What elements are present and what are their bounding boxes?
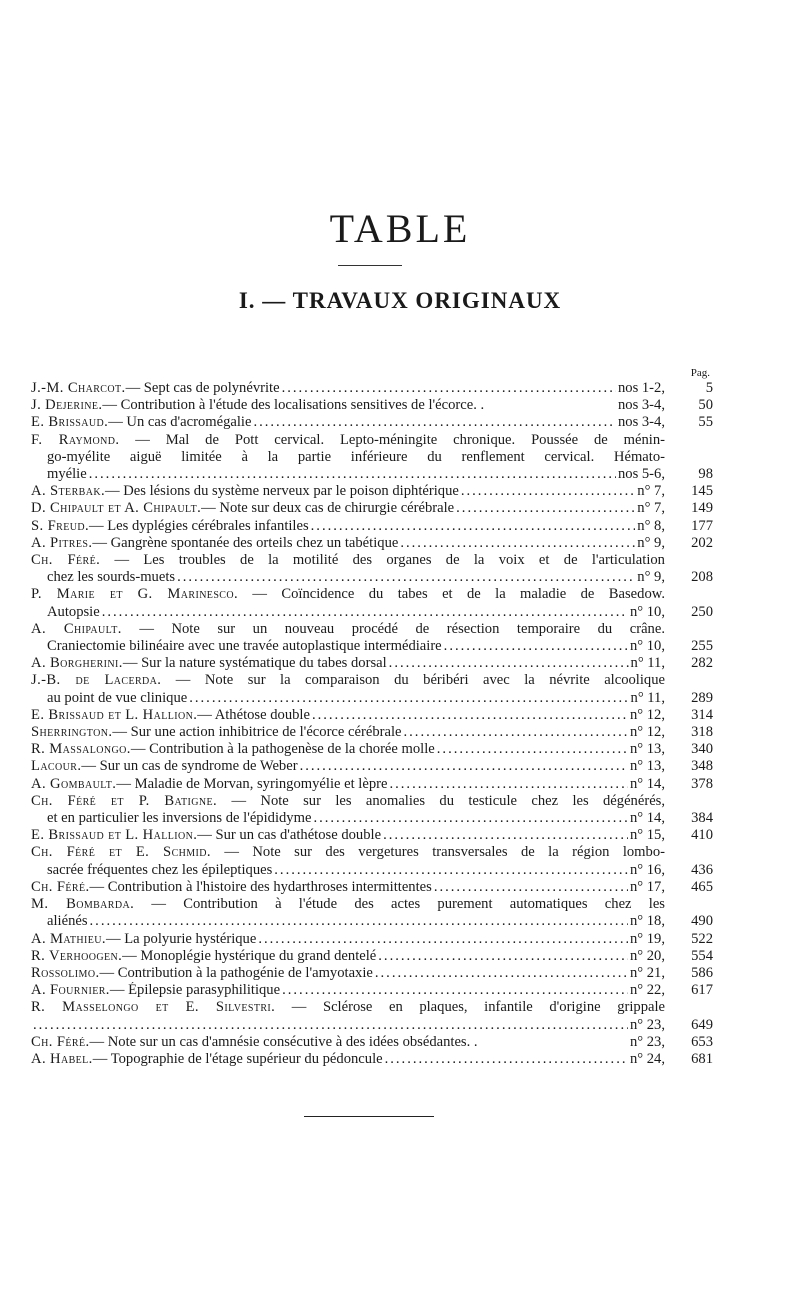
page-number: 649 (691, 1016, 713, 1033)
dot-leader (282, 380, 616, 397)
page-number: 98 (698, 466, 713, 483)
entry-title: — Note sur des vergetures transversales de la région lombo- (210, 844, 665, 861)
toc-entry-line (31, 449, 665, 466)
toc-entry-line (31, 569, 665, 586)
toc-entry-line (31, 827, 665, 844)
toc-entry-line (31, 707, 665, 724)
dot-leader (378, 948, 628, 965)
entry-author: A. Fournier. (31, 982, 110, 999)
page-number: 208 (691, 569, 713, 586)
issue-number: n° 17, (629, 878, 665, 895)
entry-author: J. Dejerine. (31, 397, 103, 414)
entry-title: — Topographie de l'étage supérieur du pédoncule (92, 1050, 383, 1067)
entry-title: — Athétose double (197, 706, 310, 723)
entry-author: A. Mathieu. (31, 930, 106, 947)
table-of-contents (31, 380, 713, 1068)
toc-entry-line (31, 999, 665, 1016)
page-number: 250 (691, 603, 713, 620)
toc-entry (31, 586, 713, 620)
page-number: 50 (698, 397, 713, 414)
entry-title: — Note sur un cas d'amnésie consécutive à des idées obsédantes. . (89, 1033, 478, 1050)
dot-leader (89, 466, 616, 483)
entry-title: — Sur une action inhibitrice de l'écorce cérébrale (112, 724, 402, 741)
dot-leader (90, 913, 628, 930)
entry-author: F. Raymond. (31, 431, 120, 448)
dot-leader (258, 931, 628, 948)
entry-title: — Sur la nature systématique du tabes dorsal (122, 655, 387, 672)
page-number: 348 (691, 758, 713, 775)
toc-entry (31, 552, 713, 586)
page-number: 522 (691, 930, 713, 947)
dot-leader (375, 965, 628, 982)
issue-number: n° 24, (629, 1050, 665, 1067)
entry-title: — Sclérose en plaques, infantile d'origine grippale (275, 999, 665, 1016)
page-number: 149 (691, 500, 713, 517)
toc-entry-line (31, 896, 665, 913)
dot-leader (312, 707, 628, 724)
toc-entry-line (31, 432, 665, 449)
issue-number: n° 12, (629, 724, 665, 741)
entry-author: R. Masselongo et E. Silvestri. (31, 999, 276, 1016)
entry-title: — Gangrène spontanée des orteils chez un tabétique (92, 534, 399, 551)
page-number: 340 (691, 741, 713, 758)
page-title: TABLE (329, 206, 471, 251)
entry-title: — Des lésions du système nerveux par le poison diphtérique (105, 483, 459, 500)
closing-rule (304, 1116, 434, 1117)
toc-entry-line (31, 690, 665, 707)
entry-author: E. Brissaud et L. Hallion. (31, 706, 198, 723)
entry-title: — Note sur la comparaison du béribéri avec la névrite alcoolique (161, 672, 665, 689)
toc-entry-line (31, 741, 665, 758)
page-number: 653 (691, 1033, 713, 1050)
toc-entry (31, 931, 713, 948)
issue-number: n° 23, (629, 1016, 665, 1033)
entry-author: A. Pitres. (31, 534, 93, 551)
toc-entry-line (31, 500, 665, 517)
issue-number: n° 19, (629, 930, 665, 947)
page-number: 410 (691, 827, 713, 844)
toc-entry-line (31, 810, 665, 827)
page-number: 554 (691, 947, 713, 964)
issue-number: n° 13, (629, 741, 665, 758)
entry-title: — Contribution à la pathogénie de l'amyotaxie (99, 964, 373, 981)
toc-entry-line (31, 483, 665, 500)
toc-entry (31, 827, 713, 844)
issue-number: n° 7, (637, 483, 665, 500)
issue-number: n° 21, (629, 964, 665, 981)
page-number: 318 (691, 724, 713, 741)
entry-title: — Mal de Pott cervical. Lepto-méningite chronique. Poussée de ménin- (119, 431, 665, 448)
title-rule (338, 265, 402, 266)
toc-entry (31, 965, 713, 982)
dot-leader (282, 982, 628, 999)
entry-author: Rossolimo. (31, 964, 100, 981)
entry-author: Ch. Féré et E. Schmid. (31, 844, 211, 861)
toc-entry (31, 707, 713, 724)
entry-title: — Note sur un nouveau procédé de résection temporaire du crâne. (121, 620, 665, 637)
page-number: 177 (691, 517, 713, 534)
entry-author: J.-M. Charcot. (31, 380, 126, 396)
entry-author: E. Brissaud et L. Hallion. (31, 827, 198, 844)
toc-entry-line (31, 672, 665, 689)
entry-author: P. Marie et G. Marinesco. (31, 586, 239, 603)
entry-title: — Maladie de Morvan, syringomyélie et lèpre (116, 775, 388, 792)
issue-number: n° 11, (630, 689, 665, 706)
entry-author: R. Verhoogen. (31, 947, 123, 964)
entry-title: myélie (47, 466, 87, 483)
toc-entry (31, 414, 713, 431)
toc-entry-line (31, 621, 665, 638)
dot-leader (189, 690, 628, 707)
dot-leader (383, 827, 628, 844)
issue-number: n° 16, (629, 861, 665, 878)
entry-author: A. Sterbak. (31, 483, 106, 500)
page-number: 5 (705, 380, 713, 396)
toc-entry (31, 672, 713, 706)
dot-leader (404, 724, 628, 741)
page-number: 314 (691, 706, 713, 723)
entry-title: Craniectomie bilinéaire avec une travée autoplastique intermédiaire (47, 638, 442, 655)
toc-entry-line (31, 844, 665, 861)
issue-number: n° 15, (629, 827, 665, 844)
dot-leader (400, 535, 635, 552)
dot-leader (389, 655, 629, 672)
entry-title: — Contribution à l'étude des actes purement automatiques chez les (134, 896, 665, 913)
toc-entry-line (31, 793, 665, 810)
entry-author: D. Chipault et A. Chipault. (31, 500, 202, 517)
toc-entry-line (31, 1051, 665, 1068)
entry-title: — Note sur les anomalies du testicule chez les dégénérés, (217, 792, 665, 809)
dot-leader (33, 1017, 628, 1034)
dot-leader (177, 569, 635, 586)
entry-title: au point de vue clinique (47, 689, 188, 706)
issue-number: n° 23, (629, 1033, 665, 1050)
toc-entry-line (31, 982, 665, 999)
entry-title: — Note sur deux cas de chirurgie cérébrale (201, 500, 455, 517)
page-number: 145 (691, 483, 713, 500)
dot-leader (102, 604, 628, 621)
toc-entry (31, 948, 713, 965)
toc-entry-line (31, 776, 665, 793)
entry-title: — Monoplégie hystérique du grand dentelé (122, 947, 377, 964)
toc-entry (31, 518, 713, 535)
page-number: 384 (691, 810, 713, 827)
toc-entry (31, 982, 713, 999)
toc-entry (31, 1034, 713, 1051)
entry-title: — Coïncidence du tabes et de la maladie de Basedow. (238, 586, 665, 603)
page-number: 378 (691, 775, 713, 792)
issue-number: n° 12, (629, 706, 665, 723)
toc-entry-line (31, 948, 665, 965)
entry-author: Lacour. (31, 758, 82, 775)
page-number: 586 (691, 964, 713, 981)
entry-author: Ch. Féré. (31, 1033, 90, 1050)
entry-author: Sherrington. (31, 724, 113, 741)
toc-entry-line (31, 397, 665, 414)
dot-leader (385, 1051, 628, 1068)
entry-title: — Contribution à l'histoire des hydarthroses intermittentes (89, 878, 432, 895)
toc-entry-line (31, 913, 665, 930)
toc-entry-line (31, 638, 665, 655)
issue-number: n° 13, (629, 758, 665, 775)
issue-number: n° 20, (629, 947, 665, 964)
toc-entry (31, 1051, 713, 1068)
toc-entry (31, 896, 713, 930)
toc-entry (31, 724, 713, 741)
issue-number: n° 7, (637, 500, 665, 517)
page-number: 681 (691, 1050, 713, 1067)
section-heading: I. — TRAVAUX ORIGINAUX (238, 288, 562, 313)
issue-number: n° 11, (630, 655, 665, 672)
issue-number: nos 5-6, (617, 466, 665, 483)
toc-entry-line (31, 380, 665, 397)
page-number: 289 (691, 689, 713, 706)
issue-number: n° 22, (629, 982, 665, 999)
issue-number: n° 14, (629, 775, 665, 792)
toc-entry (31, 999, 713, 1033)
entry-author: E. Brissaud. (31, 414, 109, 431)
toc-entry-line (31, 518, 665, 535)
issue-number: n° 14, (629, 810, 665, 827)
page-number: 282 (691, 655, 713, 672)
toc-entry-line (31, 931, 665, 948)
entry-title: — Contribution à la pathogenèse de la chorée molle (130, 741, 435, 758)
entry-author: A. Chipault. (31, 620, 122, 637)
toc-entry-line (31, 862, 665, 879)
dot-leader (434, 879, 628, 896)
entry-title: — Les troubles de la motilité des organes de la voix et de l'articulation (100, 552, 665, 569)
dot-leader (456, 500, 635, 517)
issue-number: n° 10, (629, 638, 665, 655)
entry-author: J.-B. de Lacerda. (31, 672, 162, 689)
issue-number: nos 3-4, (617, 414, 665, 431)
toc-entry-line (31, 466, 665, 483)
entry-title: et en particulier les inversions de l'épididyme (47, 810, 312, 827)
toc-entry (31, 844, 713, 878)
toc-entry (31, 397, 713, 414)
entry-author: A. Borgherini. (31, 655, 123, 672)
toc-entry (31, 776, 713, 793)
entry-title: — Un cas d'acromégalie (108, 414, 252, 431)
issue-number: n° 18, (629, 913, 665, 930)
dot-leader (274, 862, 628, 879)
toc-entry-line (31, 758, 665, 775)
dot-leader (313, 810, 628, 827)
entry-title: — La polyurie hystérique (105, 930, 257, 947)
issue-number: n° 8, (637, 517, 665, 534)
toc-entry-line (31, 724, 665, 741)
entry-author: Ch. Féré. (31, 552, 101, 569)
dot-leader (253, 414, 616, 431)
entry-author: A. Gombault. (31, 775, 117, 792)
toc-entry (31, 535, 713, 552)
toc-entry-line (31, 1017, 665, 1034)
page-number: 617 (691, 982, 713, 999)
toc-entry-line (31, 879, 665, 896)
entry-author: M. Bombarda. (31, 896, 135, 913)
toc-entry (31, 500, 713, 517)
entry-title: aliénés (47, 913, 88, 930)
toc-entry-line (31, 1034, 665, 1051)
dot-leader (461, 483, 635, 500)
page-number: 55 (698, 414, 713, 431)
toc-entry-line (31, 586, 665, 603)
dot-leader (389, 776, 627, 793)
entry-author: R. Massalongo. (31, 741, 131, 758)
entry-title: — Sur un cas de syndrome de Weber (81, 758, 298, 775)
toc-entry (31, 741, 713, 758)
toc-entry (31, 380, 713, 397)
toc-entry (31, 793, 713, 827)
entry-title: — Épilepsie parasyphilitique (109, 982, 281, 999)
toc-entry (31, 655, 713, 672)
entry-author: S. Freud. (31, 517, 89, 534)
issue-number: nos 1-2, (617, 380, 665, 396)
page-column-label: Pag. (690, 367, 710, 379)
issue-number: nos 3-4, (617, 397, 665, 414)
issue-number: n° 9, (637, 569, 665, 586)
page-number: 465 (691, 878, 713, 895)
toc-entry-line (31, 604, 665, 621)
dot-leader (444, 638, 628, 655)
page-number: 436 (691, 861, 713, 878)
page-number: 490 (691, 913, 713, 930)
toc-entry-line (31, 965, 665, 982)
issue-number: n° 10, (629, 603, 665, 620)
dot-leader (311, 518, 636, 535)
toc-entry (31, 483, 713, 500)
entry-title: sacrée fréquentes chez les épileptiques (47, 861, 273, 878)
toc-entry (31, 432, 713, 484)
toc-entry (31, 879, 713, 896)
entry-title: chez les sourds-muets (47, 569, 176, 586)
page-number: 202 (691, 534, 713, 551)
entry-title: — Sept cas de polynévrite (125, 380, 280, 396)
dot-leader (300, 758, 628, 775)
entry-author: Ch. Féré. (31, 878, 90, 895)
toc-entry-line (31, 414, 665, 431)
entry-author: Ch. Féré et P. Batigne. (31, 792, 218, 809)
entry-title: — Les dyplégies cérébrales infantiles (89, 517, 309, 534)
issue-number: n° 9, (637, 534, 665, 551)
dot-leader (437, 741, 628, 758)
entry-title: — Sur un cas d'athétose double (197, 827, 382, 844)
toc-entry-line (31, 655, 665, 672)
entry-title: go-myélite aiguë limitée à la partie inférieure du renflement cervical. Hémato- (47, 448, 665, 465)
entry-author: A. Habel. (31, 1050, 93, 1067)
entry-title: — Contribution à l'étude des localisations sensitives de l'écorce. . (102, 397, 485, 414)
toc-entry (31, 758, 713, 775)
entry-title: Autopsie (47, 603, 100, 620)
toc-entry-line (31, 535, 665, 552)
page-number: 255 (691, 638, 713, 655)
toc-entry (31, 621, 713, 655)
toc-entry-line (31, 552, 665, 569)
